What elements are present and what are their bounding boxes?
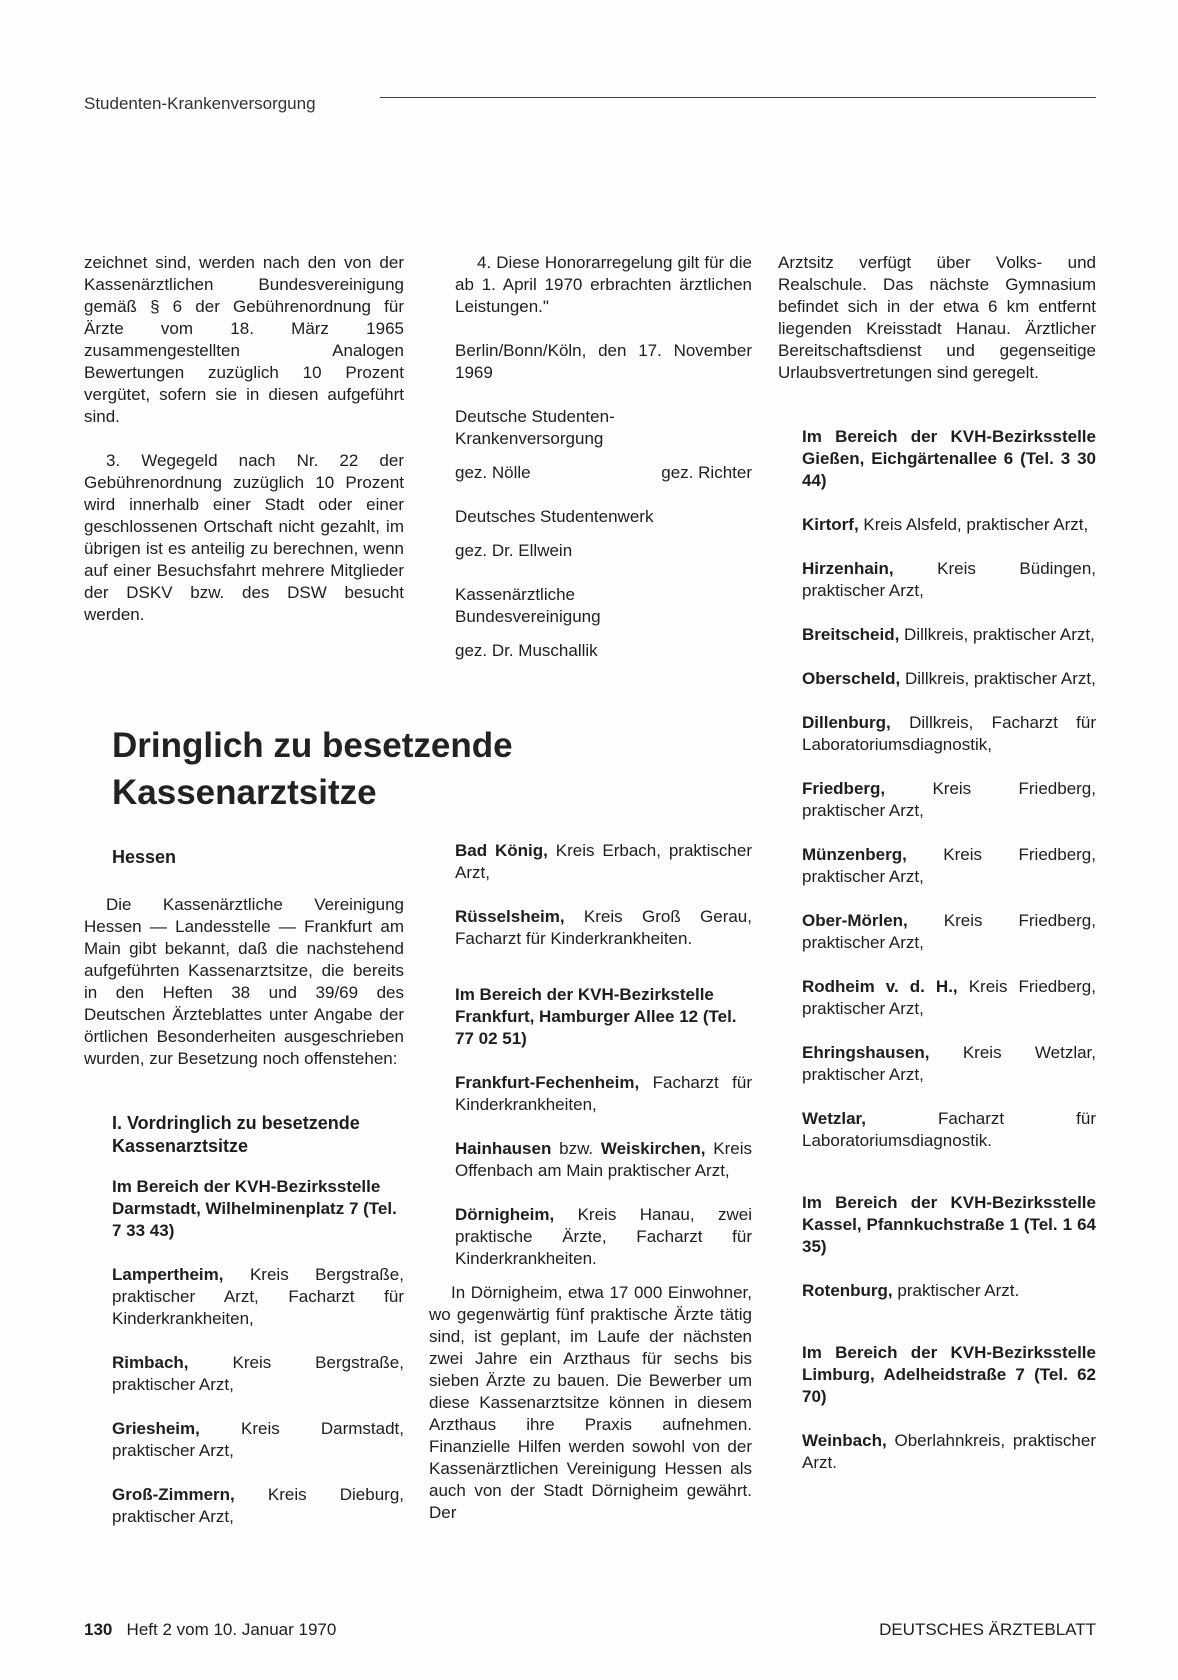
indented-block <box>778 426 1096 1474</box>
org-name: Deutsche Studenten-Krankenversorgung <box>455 407 615 448</box>
article-title <box>112 722 513 816</box>
entry <box>112 1352 404 1396</box>
entry <box>455 840 752 884</box>
journal-name: DEUTSCHES ÄRZTEBLATT <box>879 1620 1096 1639</box>
place-name: Griesheim, <box>112 1419 200 1438</box>
place-name: Weinbach, <box>802 1431 887 1450</box>
paragraph: 3. Wegegeld nach Nr. 22 der Gebührenordnung zuzüglich 10 Prozent wird innerhalb einer Stadt oder einer geschlossenen Ortschaft nicht gezahlt, im übrigen ist es anteilig zu berechnen, wenn auf einer Besuchsfahrt mehrere Mitglieder der DSKV bzw. des DSW besucht werden. <box>84 451 404 624</box>
entry <box>802 1280 1096 1302</box>
col1-top <box>84 252 404 648</box>
entry-list <box>802 1280 1096 1302</box>
entry <box>455 1072 752 1116</box>
place-name: Ober-Mörlen, <box>802 911 908 930</box>
place-name: Rimbach, <box>112 1353 189 1372</box>
col2-bottom <box>429 840 752 1546</box>
entry <box>802 1108 1096 1152</box>
entry-detail: Kreis Offenbach am Main praktischer Arzt, <box>455 1139 752 1180</box>
place-name: Oberscheld, <box>802 669 901 688</box>
entry <box>455 906 752 950</box>
district-office-heading: Im Bereich der KVH-Bezirksstelle Kassel, Pfannkuchstraße 1 (Tel. 1 64 35) <box>802 1193 1096 1256</box>
district-office-heading: Im Bereich der KVH-Bezirksstelle Limburg, Adelheidstraße 7 (Tel. 62 70) <box>802 1343 1096 1406</box>
entry <box>802 558 1096 602</box>
entry <box>112 1484 404 1528</box>
org-line: Bundesvereinigung <box>455 607 601 626</box>
entry <box>112 1264 404 1330</box>
col3 <box>778 252 1096 1496</box>
signature: gez. Dr. Ellwein <box>455 541 573 560</box>
intro-paragraph: Die Kassenärztliche Vereinigung Hessen — Landesstelle — Frankfurt am Main gibt bekannt, daß die nachstehend aufgeführten Kassenarztsitze, die bereits in den Heften 38 und 39/69 des Deutschen Ärzteblattes unter Angabe der örtlichen Besonderheiten ausgeschrieben wurden, zur Besetzung noch offenstehen: <box>84 895 404 1068</box>
entry-detail: Kreis Dieburg, praktischer Arzt, <box>112 1485 404 1526</box>
footer-left <box>84 1620 336 1640</box>
entry-detail: Oberlahnkreis, praktischer Arzt. <box>802 1431 1096 1472</box>
entry-detail: Kreis Erbach, praktischer Arzt, <box>455 841 752 882</box>
entry-detail: Kreis Darmstadt, praktischer Arzt, <box>112 1419 404 1460</box>
entry <box>802 1430 1096 1474</box>
org-name: Deutsches Studentenwerk <box>455 507 654 526</box>
entry-detail: Kreis Friedberg, praktischer Arzt, <box>802 779 1096 820</box>
place-name: Frankfurt-Fechenheim, <box>455 1073 640 1092</box>
org-line: Kassenärztliche <box>455 585 576 604</box>
entry-detail: Dillkreis, praktischer Arzt, <box>900 669 1096 688</box>
entry-list <box>455 1072 752 1116</box>
connector: bzw. <box>551 1139 601 1158</box>
signature: gez. Nölle <box>455 463 531 482</box>
entry <box>455 1204 752 1270</box>
date-line: Berlin/Bonn/Köln, den 17. November 1969 <box>455 341 752 382</box>
paragraph: zeichnet sind, werden nach den von der Kassenärztlichen Bundesvereinigung gemäß § 6 der Gebührenordnung für Ärzte vom 18. März 1965 zusammengestellten Analogen Bewertungen zuzüglich 10 Prozent vergütet, sofern sie in diesen aufgeführt sind. <box>84 253 404 426</box>
place-name: Wetzlar, <box>802 1109 866 1128</box>
place-name: Dörnigheim, <box>455 1205 555 1224</box>
paragraph: In Dörnigheim, etwa 17 000 Einwohner, wo gegenwärtig fünf praktische Ärzte tätig sind, ist geplant, im Laufe der nächsten zwei Jahre ein Arzthaus für sechs bis sieben Ärzte zu bauen. Die Bewerber um diese Kassenarztsitze können in diesem Arzthaus ihre Praxis aufnehmen. Finanzielle Hilfen werden sowohl von der Kassenärztlichen Vereinigung Hessen als auch von der Stadt Dörnigheim gewährt. Der <box>429 1283 752 1522</box>
entry-list <box>802 514 1096 1152</box>
entry-detail: Kreis Friedberg, praktischer Arzt, <box>802 845 1096 886</box>
entry-detail: Kreis Bergstraße, praktischer Arzt, Facharzt für Kinderkrankheiten, <box>112 1265 404 1328</box>
district-office-heading: Im Bereich der KVH-Bezirksstelle Gießen, Eichgärtenallee 6 (Tel. 3 30 44) <box>802 427 1096 490</box>
col2-top <box>455 252 752 684</box>
place-name: Bad König, <box>455 841 548 860</box>
place-name: Münzenberg, <box>802 845 907 864</box>
col1-bottom <box>84 846 404 1550</box>
entry-detail: Kreis Bergstraße, praktischer Arzt, <box>112 1353 404 1394</box>
entry <box>802 514 1096 536</box>
place-name: Groß-Zimmern, <box>112 1485 235 1504</box>
entry-detail: Dillkreis, praktischer Arzt, <box>899 625 1095 644</box>
signature: gez. Dr. Muschallik <box>455 641 598 660</box>
place-name: Lampertheim, <box>112 1265 224 1284</box>
entry-list <box>455 840 752 950</box>
section-title: I. Vordringlich zu besetzende Kassenarztsitze <box>112 1113 360 1156</box>
entry <box>802 668 1096 690</box>
entry-detail: Kreis Alsfeld, praktischer Arzt, <box>858 515 1089 534</box>
entry-detail: Kreis Wetzlar, praktischer Arzt, <box>802 1043 1096 1084</box>
place-name: Kirtorf, <box>802 515 859 534</box>
place-name: Hirzenhain, <box>802 559 894 578</box>
signature: gez. Richter <box>661 463 752 482</box>
entry-list <box>802 1430 1096 1474</box>
entry-detail: Kreis Friedberg, praktischer Arzt, <box>802 977 1096 1018</box>
region-subtitle: Hessen <box>112 847 177 867</box>
title-line: Kassenarztsitze <box>112 773 377 812</box>
org-name <box>455 584 752 628</box>
place-name: Rodheim v. d. H., <box>802 977 958 996</box>
place-name: Weiskirchen, <box>600 1139 706 1158</box>
district-office-heading: Im Bereich der KVH-Bezirksstelle Darmstadt, Wilhelminenplatz 7 (Tel. 7 33 43) <box>112 1177 397 1240</box>
entry <box>112 1418 404 1462</box>
entry-detail: Dillkreis, Facharzt für Laboratoriumsdiagnostik, <box>802 713 1096 754</box>
place-name: Rüsselsheim, <box>455 907 565 926</box>
entry-detail: Facharzt für Laboratoriumsdiagnostik. <box>802 1109 1096 1150</box>
entry <box>802 1042 1096 1086</box>
entry <box>802 910 1096 954</box>
issue-line: Heft 2 vom 10. Januar 1970 <box>126 1620 337 1639</box>
district-office-heading: Im Bereich der KVH-Bezirkstelle Frankfurt, Hamburger Allee 12 (Tel. 77 02 51) <box>455 985 737 1048</box>
entry <box>802 778 1096 822</box>
paragraph: Arztsitz verfügt über Volks- und Realschule. Das nächste Gymnasium befindet sich in der etwa 6 km entfernt liegenden Kreisstadt Hanau. Ärztlicher Bereitschaftsdienst und gegenseitige Urlaubsvertretungen sind geregelt. <box>778 253 1096 382</box>
entry <box>802 844 1096 888</box>
entry-detail: Kreis Büdingen, praktischer Arzt, <box>802 559 1096 600</box>
place-name: Rotenburg, <box>802 1281 893 1300</box>
entry <box>802 624 1096 646</box>
signature-row <box>455 462 752 484</box>
entry-detail: Kreis Groß Gerau, Facharzt für Kinderkrankheiten. <box>455 907 752 948</box>
running-header: Studenten-Krankenversorgung <box>84 94 316 113</box>
entry-list <box>112 1264 404 1528</box>
header-rule <box>380 97 1096 98</box>
place-name: Dillenburg, <box>802 713 891 732</box>
entry-detail: Facharzt für Kinderkrankheiten, <box>455 1073 752 1114</box>
entry <box>455 1138 752 1182</box>
entry-detail: praktischer Arzt. <box>892 1281 1020 1300</box>
page-number: 130 <box>84 1620 113 1639</box>
place-name: Ehringshausen, <box>802 1043 930 1062</box>
entry <box>802 712 1096 756</box>
entry-detail: Kreis Hanau, zwei praktische Ärzte, Facharzt für Kinderkrankheiten. <box>455 1205 752 1268</box>
place-name: Hainhausen <box>455 1139 552 1158</box>
entry-detail: Kreis Friedberg, praktischer Arzt, <box>802 911 1096 952</box>
paragraph: 4. Diese Honorarregelung gilt für die ab 1. April 1970 erbrachten ärztlichen Leistungen." <box>455 253 752 316</box>
place-name: Breitscheid, <box>802 625 900 644</box>
entry <box>802 976 1096 1020</box>
title-line: Dringlich zu besetzende <box>112 726 513 765</box>
place-name: Friedberg, <box>802 779 886 798</box>
indented-block <box>84 1112 404 1528</box>
